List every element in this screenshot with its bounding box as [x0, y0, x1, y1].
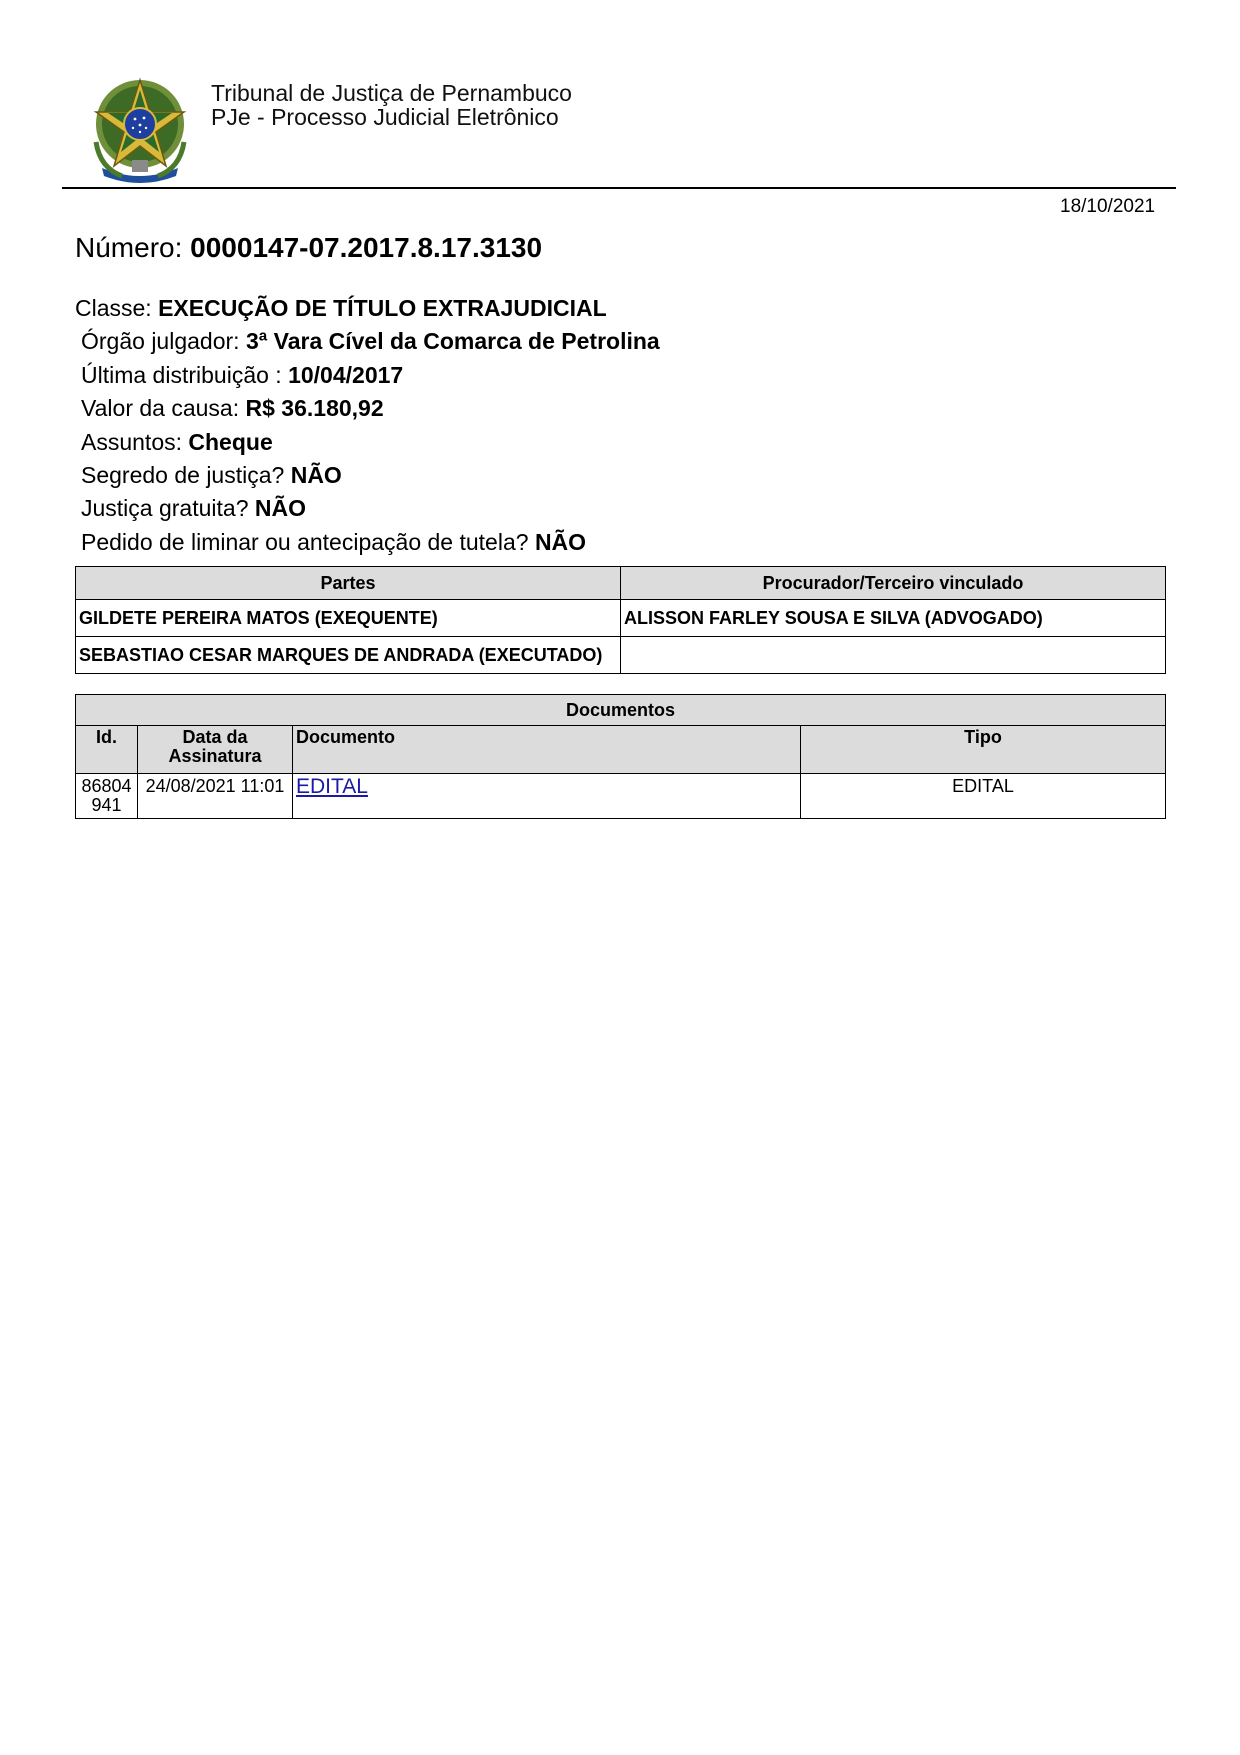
field-value: NÃO	[290, 462, 342, 489]
field-value: 3ª Vara Cível da Comarca de Petrolina	[245, 328, 660, 355]
field-value: NÃO	[254, 495, 306, 522]
document-id-cell: 86804941	[76, 774, 138, 819]
partes-header-row	[76, 567, 1166, 600]
brazil-coat-of-arms-icon	[88, 72, 192, 184]
partes-table	[75, 566, 1166, 674]
court-name: Tribunal de Justiça de Pernambuco	[211, 80, 572, 106]
document-tipo-cell: EDITAL	[801, 774, 1166, 819]
tipo-header: Tipo	[801, 726, 1166, 774]
document-date: 18/10/2021	[1060, 196, 1156, 217]
field-assuntos	[75, 426, 660, 459]
procurador-cell	[621, 637, 1166, 674]
parte-cell: SEBASTIAO CESAR MARQUES DE ANDRADA (EXECUTADO)	[76, 637, 621, 674]
table-row	[76, 774, 1166, 819]
field-label: Classe:	[75, 295, 152, 321]
documentos-header-row	[76, 726, 1166, 774]
field-label: Pedido de liminar ou antecipação de tutela?	[81, 528, 529, 555]
procurador-header: Procurador/Terceiro vinculado	[621, 567, 1166, 600]
field-value: Cheque	[188, 428, 273, 455]
field-label: Segredo de justiça?	[81, 462, 285, 489]
procurador-cell: ALISSON FARLEY SOUSA E SILVA (ADVOGADO)	[621, 600, 1166, 637]
header-divider	[62, 187, 1176, 189]
documentos-caption: Documentos	[76, 695, 1166, 726]
table-row	[76, 637, 1166, 674]
process-number-label: Número:	[75, 232, 183, 263]
field-label: Valor da causa:	[81, 395, 240, 422]
field-label: Última distribuição :	[81, 361, 282, 388]
partes-header: Partes	[76, 567, 621, 600]
document-link[interactable]: EDITAL	[296, 775, 368, 798]
court-header	[211, 81, 572, 129]
field-classe	[75, 292, 660, 325]
field-pedido-liminar	[75, 526, 660, 559]
field-value: NÃO	[534, 528, 587, 555]
field-orgao-julgador	[75, 325, 660, 358]
system-name: PJe - Processo Judicial Eletrônico	[211, 104, 559, 130]
id-header: Id.	[76, 726, 138, 774]
document-link-cell	[293, 774, 801, 819]
field-label: Justiça gratuita?	[81, 495, 249, 522]
field-valor-causa	[75, 392, 660, 425]
data-assinatura-header: Data da Assinatura	[138, 726, 293, 774]
table-row	[76, 600, 1166, 637]
field-label: Assuntos:	[81, 428, 182, 455]
documentos-caption-row	[76, 695, 1166, 726]
field-value: EXECUÇÃO DE TÍTULO EXTRAJUDICIAL	[158, 295, 607, 321]
process-number-value: 0000147-07.2017.8.17.3130	[190, 232, 543, 263]
field-value: R$ 36.180,92	[245, 395, 384, 422]
field-label: Órgão julgador:	[81, 328, 240, 355]
documento-header: Documento	[293, 726, 801, 774]
field-ultima-distribuicao	[75, 359, 660, 392]
process-number	[75, 232, 542, 264]
field-segredo-justica	[75, 459, 660, 492]
process-fields	[75, 292, 660, 559]
document-date-cell: 24/08/2021 11:01	[138, 774, 293, 819]
field-value: 10/04/2017	[288, 361, 404, 388]
field-justica-gratuita	[75, 492, 660, 525]
documentos-table	[75, 694, 1166, 819]
parte-cell: GILDETE PEREIRA MATOS (EXEQUENTE)	[76, 600, 621, 637]
